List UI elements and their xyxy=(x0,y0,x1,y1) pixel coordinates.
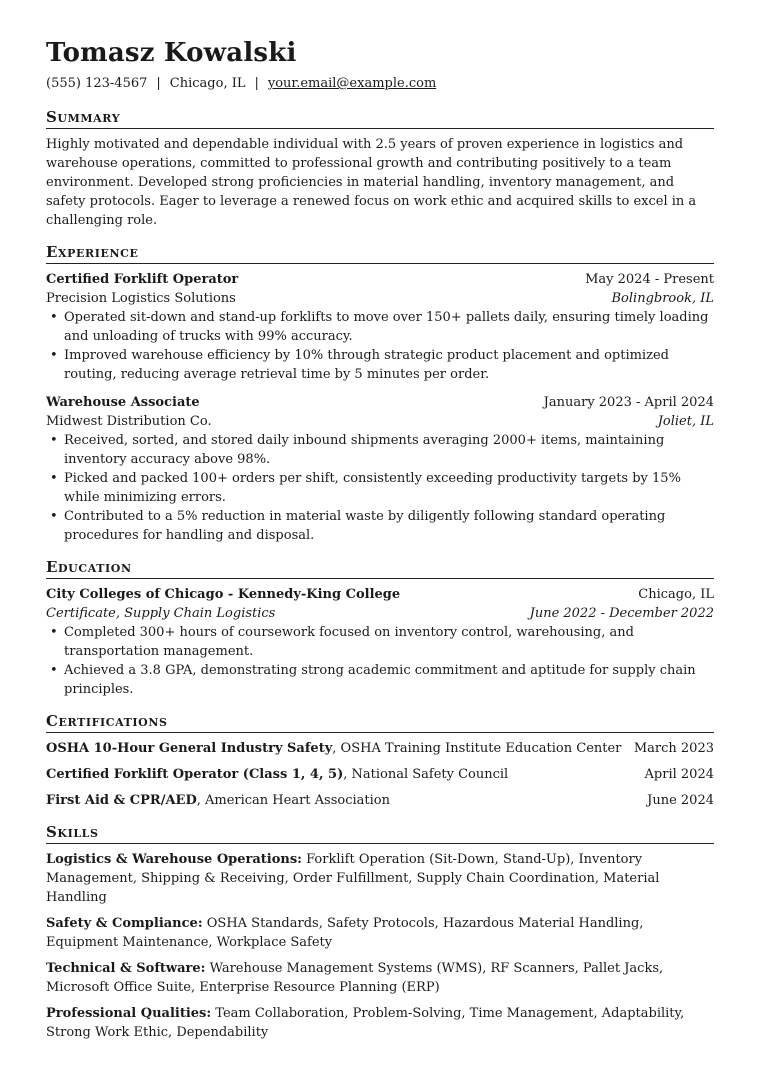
certification-issuer: , OSHA Training Institute Education Center xyxy=(332,741,622,756)
job-company-row xyxy=(46,289,714,308)
candidate-name: Tomasz Kowalski xyxy=(46,38,297,68)
job-company: Midwest Distribution Co. xyxy=(46,414,212,429)
skills-heading: Skills xyxy=(46,822,714,844)
certification-issuer: , American Heart Association xyxy=(196,793,390,808)
certifications-heading: Certifications xyxy=(46,711,714,733)
skill-group-label: Logistics & Warehouse Operations: xyxy=(46,852,302,867)
contact-separator: | xyxy=(156,76,161,91)
bullet-item: • Received, sorted, and stored daily inbound shipments averaging 2000+ items, maintaining inventory accuracy above 98%. xyxy=(64,431,714,469)
job-location: Joliet, IL xyxy=(657,414,714,429)
school-name: City Colleges of Chicago - Kennedy-King College xyxy=(46,587,401,602)
job-company: Precision Logistics Solutions xyxy=(46,291,236,306)
certifications-list xyxy=(46,739,714,810)
certification-issuer: , National Safety Council xyxy=(343,767,509,782)
location: Chicago, IL xyxy=(169,76,246,91)
experience-heading: Experience xyxy=(46,242,714,264)
job-company-row xyxy=(46,412,714,431)
skill-group xyxy=(46,959,714,997)
skill-group-items: Team Collaboration, Problem-Solving, Time Management, Adaptability, Strong Work Ethic, Dependability xyxy=(46,1006,685,1040)
summary-text: Highly motivated and dependable individual with 2.5 years of proven experience in logistics and warehouse operations, committed to professional growth and contributing positively to a team environment. Developed strong proficiencies in material handling, inventory management, and safety protocols. Eager to leverage a renewed focus on work ethic and acquired skills to excel in a challenging role. xyxy=(46,137,697,228)
education-dates: June 2022 - December 2022 xyxy=(529,606,714,621)
bullet-item: • Improved warehouse efficiency by 10% through strategic product placement and optimized routing, reducing average retrieval time by 5 minutes per order. xyxy=(64,346,714,384)
certification-item xyxy=(46,765,714,784)
skill-group xyxy=(46,914,714,952)
skill-group xyxy=(46,850,714,907)
phone-number: (555) 123-4567 xyxy=(46,76,148,91)
summary-section xyxy=(46,107,714,230)
bullet-item: • Achieved a 3.8 GPA, demonstrating strong academic commitment and aptitude for supply chain principles. xyxy=(64,661,714,699)
certification-name: Certified Forklift Operator (Class 1, 4, 5) xyxy=(46,767,344,782)
job-entry xyxy=(46,270,714,384)
certification-date: June 2024 xyxy=(647,793,714,808)
skill-group-label: Professional Qualities: xyxy=(46,1006,212,1021)
school-location: Chicago, IL xyxy=(638,587,714,602)
bullet-item: • Operated sit-down and stand-up forklifts to move over 150+ pallets daily, ensuring timely loading and unloading of trucks with 99% accuracy. xyxy=(64,308,714,346)
certification-date: April 2024 xyxy=(644,767,714,782)
education-section xyxy=(46,557,714,699)
skill-group xyxy=(46,1004,714,1042)
skill-group-items: Forklift Operation (Sit-Down, Stand-Up), Inventory Management, Shipping & Receiving, Order Fulfillment, Supply Chain Coordination, Material Handling xyxy=(46,852,660,905)
job-title-row xyxy=(46,393,714,412)
certifications-section xyxy=(46,711,714,810)
education-entry xyxy=(46,585,714,699)
skill-group-label: Technical & Software: xyxy=(46,961,206,976)
skills-section xyxy=(46,822,714,1042)
certification-item xyxy=(46,739,714,758)
contact-line xyxy=(46,75,714,93)
credential: Certificate, Supply Chain Logistics xyxy=(46,606,276,621)
education-heading: Education xyxy=(46,557,714,579)
certification-name: OSHA 10-Hour General Industry Safety xyxy=(46,741,333,756)
skills-list xyxy=(46,850,714,1042)
skill-group-items: OSHA Standards, Safety Protocols, Hazardous Material Handling, Equipment Maintenance, Workplace Safety xyxy=(46,916,644,950)
job-entry xyxy=(46,393,714,545)
certification-name: First Aid & CPR/AED xyxy=(46,793,197,808)
education-bullets xyxy=(46,623,714,699)
contact-separator: | xyxy=(254,76,259,91)
certification-date: March 2023 xyxy=(633,741,714,756)
job-title: Certified Forklift Operator xyxy=(46,272,239,287)
job-dates: January 2023 - April 2024 xyxy=(543,395,714,410)
job-bullets xyxy=(46,308,714,384)
skill-group-items: Warehouse Management Systems (WMS), RF Scanners, Pallet Jacks, Microsoft Office Suite, Enterprise Resource Planning (ERP) xyxy=(46,961,664,995)
job-location: Bolingbrook, IL xyxy=(611,291,714,306)
job-title-row xyxy=(46,270,714,289)
certification-item xyxy=(46,791,714,810)
skill-group-label: Safety & Compliance: xyxy=(46,916,203,931)
job-dates: May 2024 - Present xyxy=(585,272,714,287)
bullet-item: • Contributed to a 5% reduction in material waste by diligently following standard operating procedures for handling and disposal. xyxy=(64,507,714,545)
credential-row xyxy=(46,604,714,623)
job-title: Warehouse Associate xyxy=(46,395,200,410)
email-link[interactable]: your.email@example.com xyxy=(267,76,437,91)
job-bullets xyxy=(46,431,714,545)
experience-section xyxy=(46,242,714,545)
bullet-item: • Completed 300+ hours of coursework focused on inventory control, warehousing, and transportation management. xyxy=(64,623,714,661)
summary-heading: Summary xyxy=(46,107,714,129)
school-row xyxy=(46,585,714,604)
bullet-item: • Picked and packed 100+ orders per shift, consistently exceeding productivity targets by 15% while minimizing errors. xyxy=(64,469,714,507)
